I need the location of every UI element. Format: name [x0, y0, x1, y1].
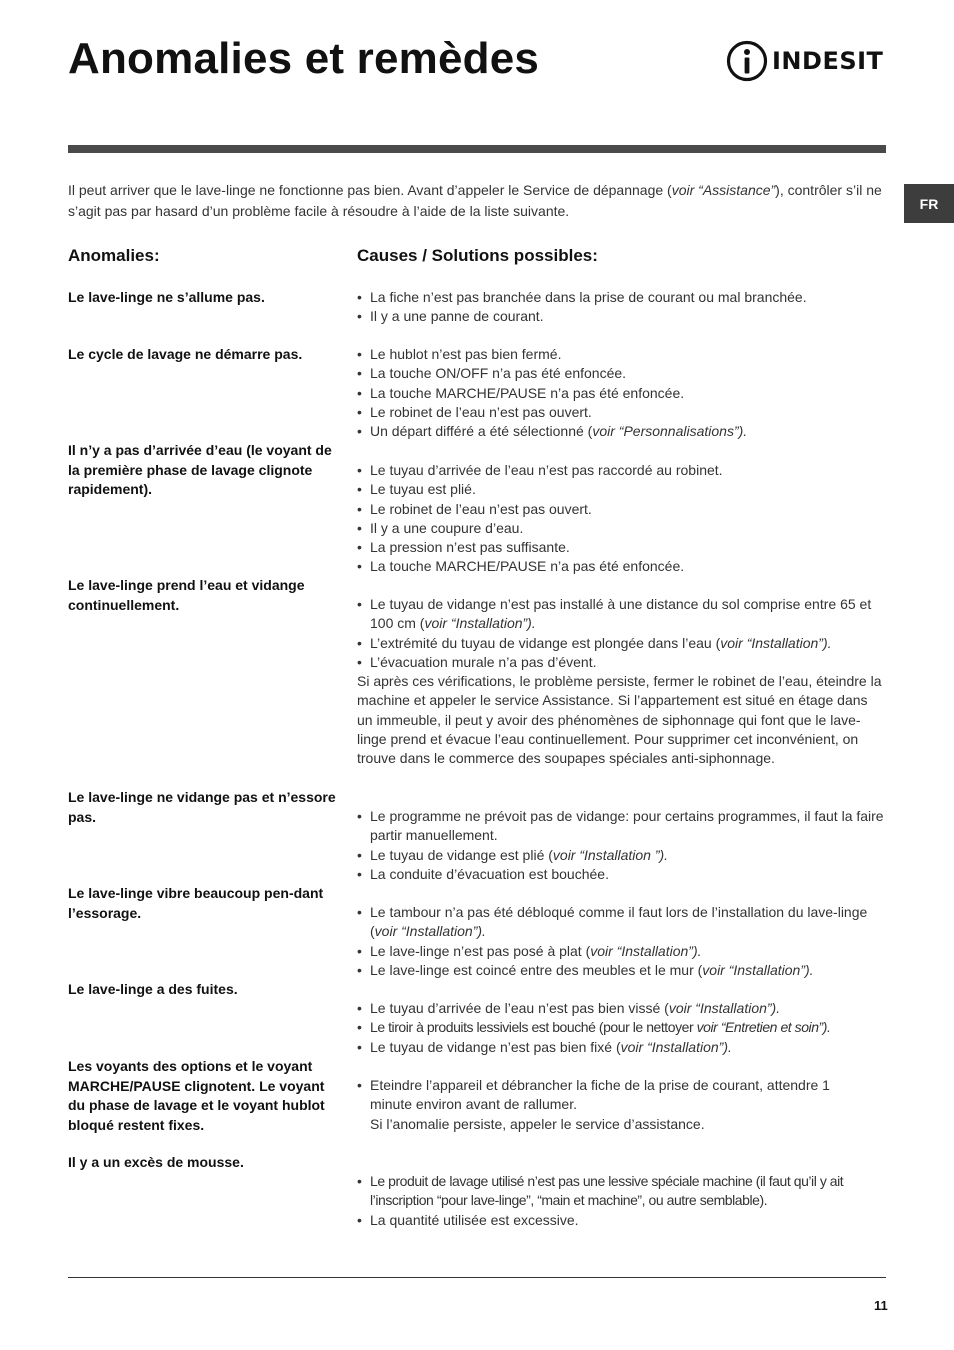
language-tab: FR — [904, 184, 954, 223]
cause-reference: voir “Entretien et soin”). — [696, 1019, 831, 1036]
cause-item: • La pression n’est pas suffisante. — [357, 538, 887, 557]
cause-reference: voir “Installation”). — [374, 923, 486, 940]
cause-item: • Le lave-linge n’est pas posé à plat (voir “Installation”). — [357, 942, 887, 961]
cause-item: • Le robinet de l’eau n’est pas ouvert. — [357, 500, 887, 519]
cause-item: • La touche MARCHE/PAUSE n’a pas été enfoncée. — [357, 384, 887, 403]
brand-logo — [726, 40, 883, 82]
causes-list — [357, 807, 887, 884]
cause-item: • La fiche n’est pas branchée dans la prise de courant ou mal branchée. — [357, 288, 887, 307]
causes-list — [357, 595, 887, 672]
causes-list — [357, 345, 887, 441]
page-number: 11 — [874, 1298, 888, 1313]
cause-item: • Le tuyau de vidange n’est pas bien fixé (voir “Installation”). — [357, 1038, 887, 1057]
cause-item: • Le robinet de l’eau n’est pas ouvert. — [357, 403, 887, 422]
anomaly-label: Le lave-linge a des fuites. — [68, 981, 238, 997]
siphon-note: Si après ces vérifications, le problème persiste, fermer le robinet de l’eau, éteindre la machine et appeler le service Assistance. Si l’appartement est situé en étage dans un immeuble, il peut y avoir des phénomènes de siphonnage qui font que le lave-linge prend et évacue l’eau continuellement. Pour supprimer cet inconvénient, on trouve dans le commerce des soupapes spéciales anti-siphonnage. — [357, 673, 882, 767]
cause-item: • Le programme ne prévoit pas de vidange: pour certains programmes, il faut la faire partir manuellement. — [357, 807, 887, 846]
cause-reference: voir “Installation”). — [702, 961, 814, 978]
anomaly-label: Il n’y a pas d’arrivée d’eau (le voyant de la première phase de lavage clignote rapidement). — [68, 442, 332, 497]
cause-item: • Un départ différé a été sélectionné (voir “Personnalisations”). — [357, 422, 887, 441]
cause-item: • La quantité utilisée est excessive. — [357, 1211, 887, 1230]
anomalies-heading: Anomalies: — [68, 246, 160, 265]
anomaly-label: Le lave-linge ne vidange pas et n’essore pas. — [68, 789, 336, 825]
cause-reference: voir “Installation”). — [668, 1000, 781, 1016]
cause-item: • Le tambour n’a pas été débloqué comme il faut lors de l’installation du lave-linge (voir “Installation”). — [357, 903, 887, 942]
cause-reference: voir “Installation ”). — [552, 846, 669, 863]
cause-reference: voir “Installation”). — [720, 634, 832, 651]
causes-list — [357, 999, 887, 1057]
cause-item: • La touche MARCHE/PAUSE n’a pas été enfoncée. — [357, 557, 887, 576]
cause-item: • Le produit de lavage utilisé n’est pas une lessive spéciale machine (il faut qu’il y ait l’inscription “pour lave-linge”, “main et machine”, ou autre semblable). — [357, 1172, 887, 1211]
header-divider — [68, 145, 886, 153]
assistance-note: Si l’anomalie persiste, appeler le service d’assistance. — [370, 1116, 705, 1132]
cause-reference: voir “Installation”). — [620, 1038, 732, 1055]
cause-item: • Le tuyau est plié. — [357, 480, 887, 499]
intro-reference: voir “Assistance” — [671, 182, 776, 198]
footer-divider — [68, 1277, 886, 1278]
intro-text-after: ), contrôler s’il ne s’agit pas par hasard d’un problème facile à résoudre à l’aide de la liste suivante. — [68, 182, 882, 219]
cause-item: • L’extrémité du tuyau de vidange est plongée dans l’eau (voir “Installation”). — [357, 634, 887, 653]
cause-item: • Le tuyau d’arrivée de l’eau n’est pas raccordé au robinet. — [357, 461, 887, 480]
causes-list — [357, 288, 887, 327]
causes-list — [357, 903, 887, 980]
intro-text-before: Il peut arriver que le lave-linge ne fonctionne pas bien. Avant d’appeler le Service de dépannage ( — [68, 182, 672, 198]
indesit-mark-icon — [726, 40, 768, 82]
anomaly-label: Le lave-linge ne s’allume pas. — [68, 289, 265, 305]
cause-item: • La touche ON/OFF n’a pas été enfoncée. — [357, 364, 887, 383]
anomaly-label: Les voyants des options et le voyant MARCHE/PAUSE clignotent. Le voyant du phase de lavage et le voyant hublot bloqué restent fixes. — [68, 1058, 325, 1133]
intro-paragraph — [68, 180, 888, 222]
cause-item: • Le tuyau de vidange n’est pas installé à une distance du sol comprise entre 65 et 100 cm (voir “Installation”). — [357, 595, 887, 634]
cause-reference: voir “Personnalisations”). — [592, 423, 748, 440]
anomaly-label: Le cycle de lavage ne démarre pas. — [68, 346, 303, 362]
cause-reference: voir “Installation”). — [424, 615, 536, 632]
cause-reference: voir “Installation”). — [590, 942, 702, 959]
anomaly-label: Le lave-linge vibre beaucoup pen-dant l’essorage. — [68, 885, 324, 921]
cause-item: • Le tuyau de vidange est plié (voir “Installation ”). — [357, 846, 887, 865]
cause-item: • Le hublot n’est pas bien fermé. — [357, 345, 887, 364]
anomaly-label: Il y a un excès de mousse. — [68, 1154, 244, 1170]
brand-name: INDESIT — [772, 47, 884, 75]
cause-item: • Il y a une coupure d’eau. — [357, 519, 887, 538]
cause-item: • Il y a une panne de courant. — [357, 307, 887, 326]
cause-item: • La conduite d’évacuation est bouchée. — [357, 865, 887, 884]
cause-item: • Le tiroir à produits lessiviels est bouché (pour le nettoyer voir “Entretien et soin”). — [357, 1018, 887, 1037]
cause-item: • Le lave-linge est coincé entre des meubles et le mur (voir “Installation”). — [357, 961, 887, 980]
page-title: Anomalies et remèdes — [68, 34, 540, 83]
causes-list — [357, 1172, 887, 1230]
anomaly-label: Le lave-linge prend l’eau et vidange continuellement. — [68, 577, 305, 613]
cause-item: • Le tuyau d’arrivée de l’eau n’est pas bien vissé (voir “Installation”). — [357, 999, 887, 1018]
cause-item: • Eteindre l’appareil et débrancher la fiche de la prise de courant, attendre 1 minute environ avant de rallumer. — [357, 1076, 862, 1115]
causes-list — [357, 461, 887, 577]
causes-heading: Causes / Solutions possibles: — [357, 246, 598, 265]
cause-item: • L’évacuation murale n’a pas d’évent. — [357, 653, 887, 672]
causes-list — [357, 1076, 862, 1115]
